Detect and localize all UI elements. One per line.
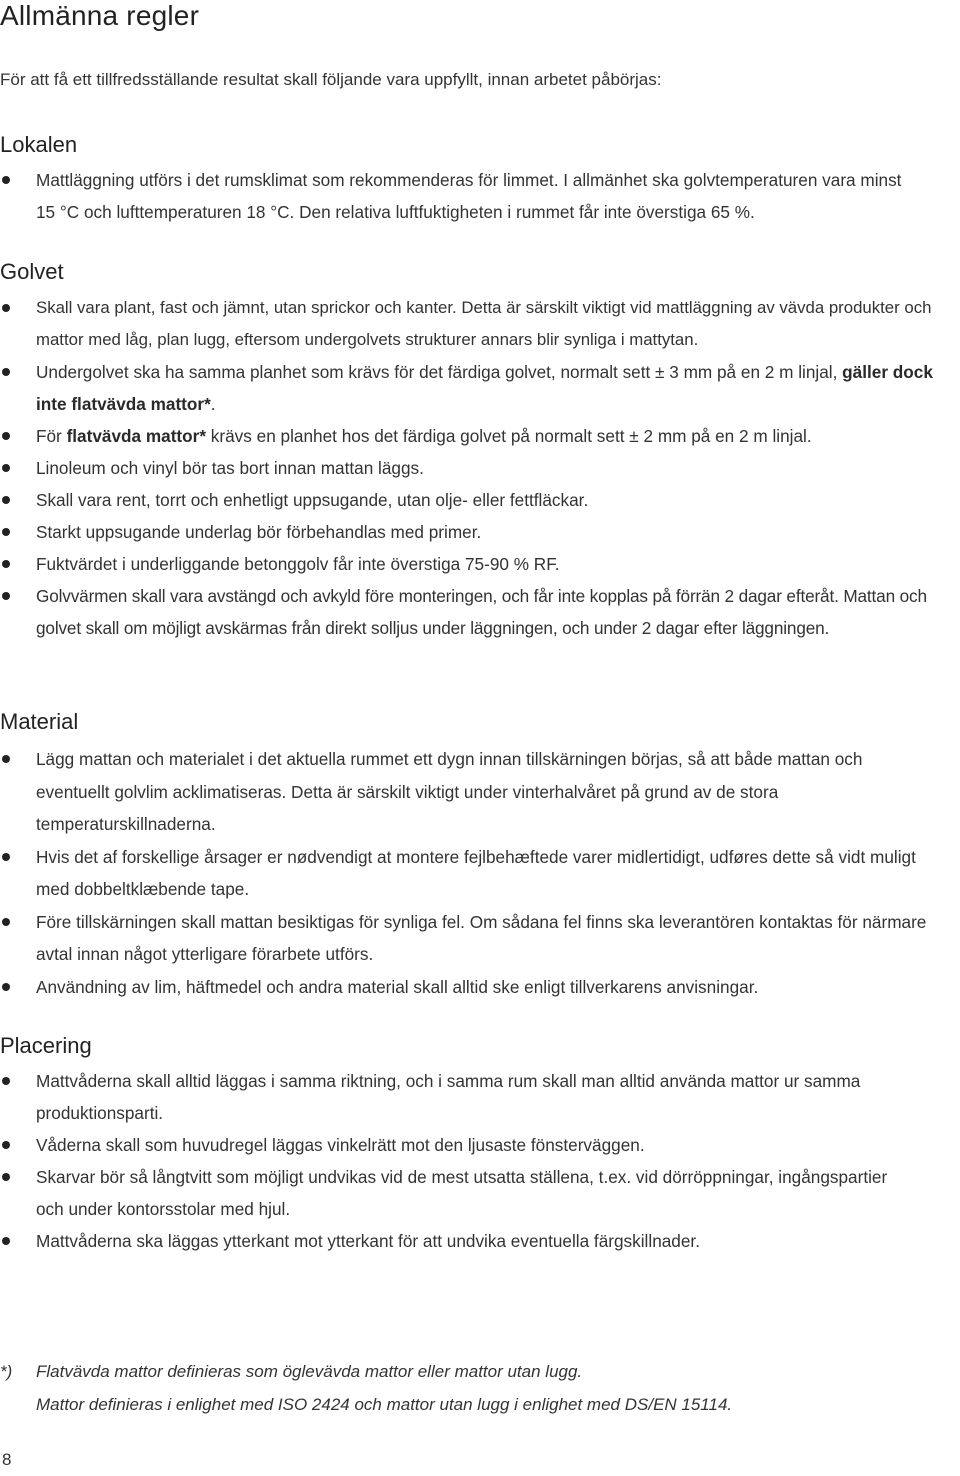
- footnote: [0, 1355, 732, 1421]
- list-item: Skarvar bör så långtvitt som möjligt undvikas vid de mest utsatta ställena, t.ex. vid dörröppningar, ingångspartier och under kontorsstolar med hjul.: [0, 1161, 960, 1225]
- heading-golvet: Golvet: [0, 259, 64, 284]
- list-item: Mattläggning utförs i det rumsklimat som rekommenderas för limmet. I allmänhet ska golvtemperaturen vara minst 15 °C och lufttemperaturen 18 °C. Den relativa luftfuktigheten i rummet får inte överstiga 65 %.: [0, 164, 940, 228]
- list-item: [0, 420, 950, 452]
- list-item: Våderna skall som huvudregel läggas vinkelrätt mot den ljusaste fönsterväggen.: [0, 1129, 960, 1161]
- list-item-text: krävs en planhet hos det färdiga golvet på normalt sett ± 2 mm på en 2 m linjal.: [206, 426, 812, 446]
- list-material: [0, 743, 940, 1003]
- list-lokalen: [0, 164, 940, 228]
- page-title: Allmänna regler: [0, 0, 200, 31]
- footnote-line-2: Mattor definieras i enlighet med ISO 2424 och mattor utan lugg i enlighet med DS/EN 15114.: [36, 1395, 733, 1414]
- list-item: Starkt uppsugande underlag bör förbehandlas med primer.: [0, 516, 950, 548]
- list-item-text: .: [210, 394, 216, 414]
- list-golvet: [0, 292, 950, 644]
- list-item: Fuktvärdet i underliggande betonggolv får inte överstiga 75-90 % RF.: [0, 548, 950, 580]
- list-item: Före tillskärningen skall mattan besiktigas för synliga fel. Om sådana fel finns ska leverantören kontaktas för närmare avtal innan något ytterligare förarbete utförs.: [0, 906, 940, 971]
- list-item: Linoleum och vinyl bör tas bort innan mattan läggs.: [0, 452, 950, 484]
- list-item: Lägg mattan och materialet i det aktuella rummet ett dygn innan tillskärningen börjas, så att både mattan och eventuellt golvlim acklimatiseras. Detta är särskilt viktigt under vinterhalvåret på grund av de stora temperaturskillnaderna.: [0, 743, 940, 841]
- list-item-text: För: [36, 426, 67, 446]
- list-item: Mattvåderna skall alltid läggas i samma riktning, och i samma rum skall man alltid använda mattor ur samma produktionsparti.: [0, 1065, 960, 1129]
- intro-text: För att få ett tillfredsställande resultat skall följande vara uppfyllt, innan arbetet påbörjas:: [0, 70, 662, 89]
- list-item: Användning av lim, häftmedel och andra material skall alltid ske enligt tillverkarens anvisningar.: [0, 971, 940, 1004]
- heading-lokalen: Lokalen: [0, 132, 78, 157]
- list-item: Skall vara rent, torrt och enhetligt uppsugande, utan olje- eller fettfläckar.: [0, 484, 950, 516]
- list-placering: [0, 1065, 960, 1257]
- list-item: Golvvärmen skall vara avstängd och avkyld före monteringen, och får inte kopplas på förrän 2 dagar efteråt. Mattan och golvet skall om möjligt avskärmas från direkt solljus under läggningen, och under 2 dagar efter läggningen.: [0, 580, 950, 644]
- list-item-text: Undergolvet ska ha samma planhet som krävs för det färdiga golvet, normalt sett ± 3 mm på en 2 m linjal,: [36, 362, 843, 382]
- list-item: [0, 356, 950, 420]
- emphasis-text: flatvävda mattor*: [66, 426, 207, 446]
- list-item: Hvis det af forskellige årsager er nødvendigt at montere fejlbehæftede varer midlertidigt, udføres dette så vidt muligt med dobbeltklæbende tape.: [0, 841, 940, 906]
- heading-material: Material: [0, 709, 79, 734]
- footnote-mark: *): [0, 1362, 13, 1381]
- heading-placering: Placering: [0, 1033, 92, 1058]
- footnote-text: Flatvävda mattor definieras som öglevävda mattor eller mattor utan lugg.: [36, 1362, 583, 1381]
- list-item: Skall vara plant, fast och jämnt, utan sprickor och kanter. Detta är särskilt viktigt vid mattläggning av vävda produkter och mattor med låg, plan lugg, eftersom undergolvets strukturer annars blir synliga i mattytan.: [0, 292, 950, 356]
- footnote-line-1: [0, 1355, 732, 1388]
- emphasis-text: gäller dock inte flatvävda mattor*: [36, 362, 933, 414]
- page-number: 8: [2, 1450, 12, 1469]
- list-item: Mattvåderna ska läggas ytterkant mot ytterkant för att undvika eventuella färgskillnader.: [0, 1225, 960, 1257]
